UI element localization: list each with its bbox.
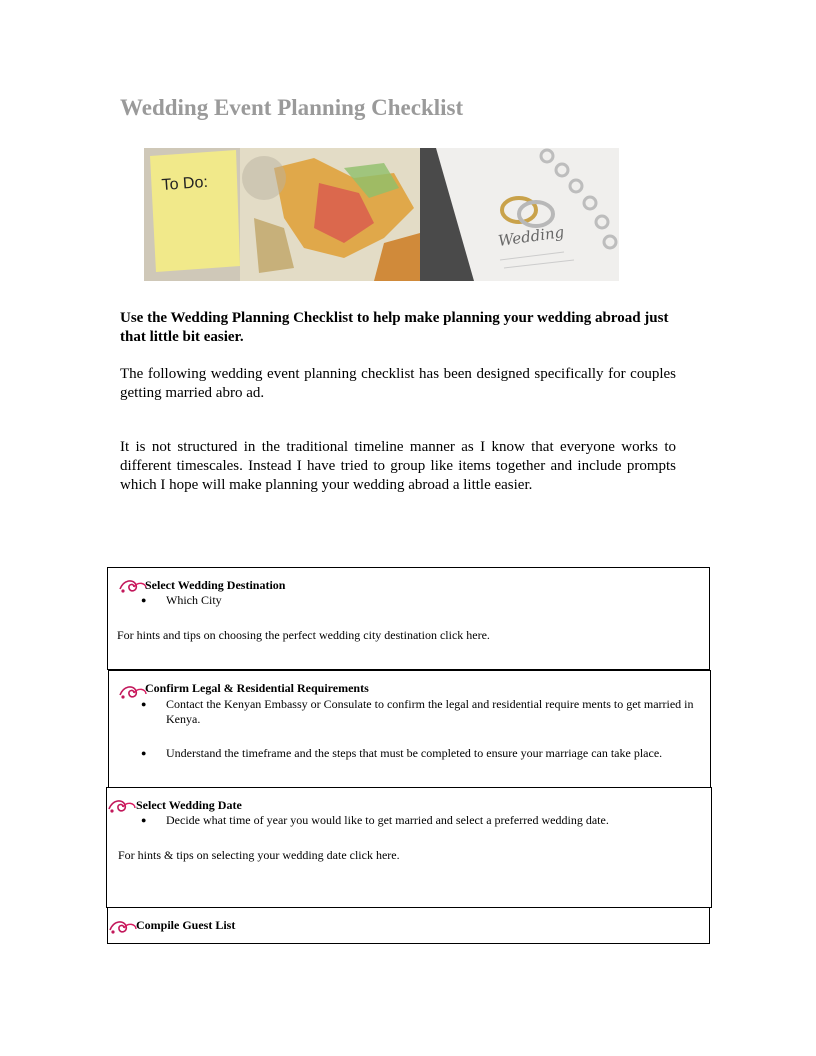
section-heading: Select Wedding Destination: [145, 578, 286, 592]
checklist-section-legal: [108, 670, 711, 788]
section-items: [141, 697, 696, 761]
section-heading: Compile Guest List: [136, 918, 236, 932]
intro-paragraph-1: The following wedding event planning checklist has been designed specifically for couples getting married abro ad.: [120, 366, 676, 401]
section-heading: Confirm Legal & Residential Requirements: [145, 681, 369, 695]
section-heading: Select Wedding Date: [136, 798, 242, 812]
todo-note-text: To Do:: [161, 173, 209, 194]
banner-image: [144, 148, 619, 281]
section-items: [141, 813, 696, 828]
swirl-ornament-icon: [108, 918, 138, 936]
list-item: ● Contact the Kenyan Embassy or Consulate to confirm the legal and residential require ments to get married in Kenya.: [141, 697, 696, 727]
hint-link[interactable]: For hints & tips on selecting your wedding date click here.: [118, 848, 400, 862]
list-item: ● Which City: [141, 593, 681, 608]
list-item: ● Decide what time of year you would like to get married and select a preferred wedding date.: [141, 813, 696, 828]
planner-text: Wedding: [497, 222, 566, 250]
swirl-ornament-icon: [107, 797, 137, 815]
intro-heading: Use the Wedding Planning Checklist to help make planning your wedding abroad just that little bit easier.: [120, 310, 669, 345]
hint-link[interactable]: For hints and tips on choosing the perfect wedding city destination click here.: [117, 628, 490, 642]
document-title: Wedding Event Planning Checklist: [120, 95, 464, 120]
checklist-section-guests: [107, 907, 710, 944]
section-items: [141, 593, 681, 608]
list-item: ● Understand the timeframe and the steps that must be completed to ensure your marriage can take place.: [141, 746, 696, 761]
checklist-section-date: [106, 787, 712, 908]
checklist-section-destination: [107, 567, 710, 670]
intro-paragraph-2: It is not structured in the traditional timeline manner as I know that everyone works to different timescales. Instead I have tried to group like items together and include prompts which I hope will make planning your wedding abroad a little easier.: [120, 439, 676, 493]
